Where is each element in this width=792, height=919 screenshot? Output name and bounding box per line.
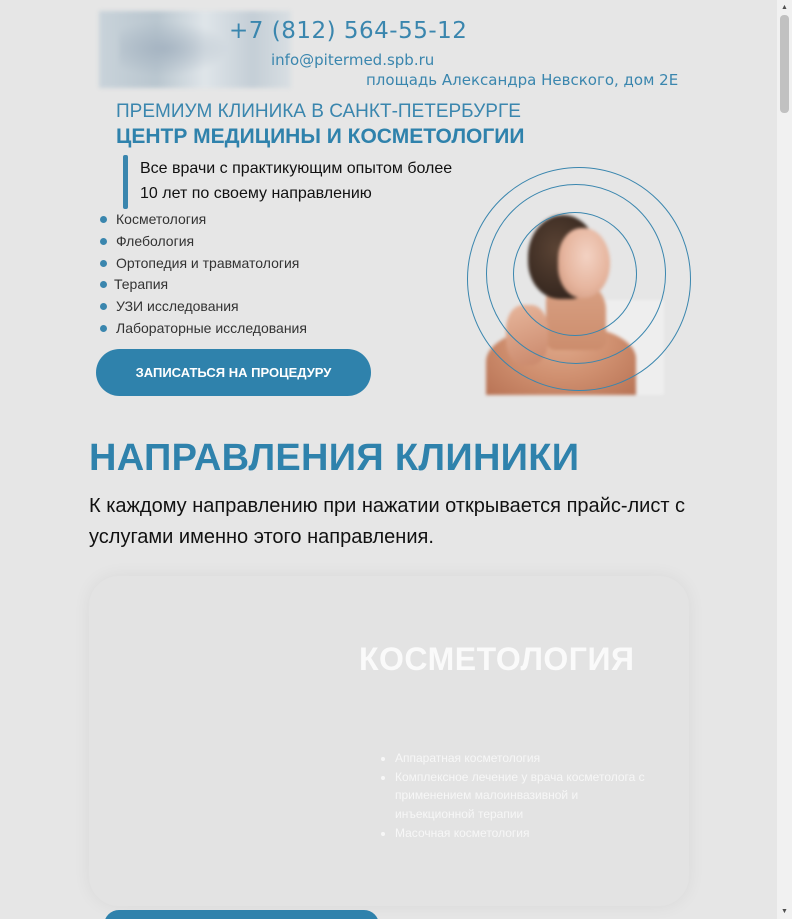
direction-card-item: • Комплексное лечение у врача косметолога с применением малоинвазивной и инъекционной терапии — [395, 768, 645, 824]
direction-card-cosmetology[interactable] — [89, 576, 689, 906]
arrow-up-icon[interactable]: ▲ — [781, 4, 788, 11]
services-list — [100, 208, 307, 339]
service-label: Терапия — [114, 276, 169, 293]
service-item — [100, 252, 307, 274]
service-label: Ортопедия и травматология — [116, 254, 300, 271]
scrollbar-thumb[interactable] — [780, 15, 789, 113]
hero-title: ЦЕНТР МЕДИЦИНЫ И КОСМЕТОЛОГИИ — [116, 125, 525, 148]
dot-icon — [100, 325, 107, 332]
email-link[interactable]: info@pitermed.spb.ru — [271, 51, 435, 69]
dot-icon — [100, 281, 107, 288]
dot-icon — [100, 260, 107, 267]
direction-card-item: • Масочная косметология — [395, 824, 645, 843]
quote-accent-bar — [123, 155, 128, 209]
service-item — [100, 317, 307, 339]
directions-description: К каждому направлению при нажатии открывается прайс-лист с услугами именно этого направления. — [89, 495, 686, 548]
hero-subtitle: ПРЕМИУМ КЛИНИКА В САНКТ-ПЕТЕРБУРГЕ — [116, 101, 521, 122]
service-item — [100, 208, 307, 230]
dot-icon — [100, 216, 107, 223]
address-text: площадь Александра Невского, дом 2Е — [366, 71, 679, 89]
service-item — [100, 230, 307, 252]
direction-card-item: • Аппаратная косметология — [395, 749, 645, 768]
directions-title: НАПРАВЛЕНИЯ КЛИНИКИ — [89, 437, 580, 479]
vertical-scrollbar[interactable] — [777, 0, 792, 919]
hero-image — [460, 160, 700, 420]
arrow-down-icon[interactable]: ▼ — [781, 908, 788, 915]
decor-ring-inner — [513, 212, 637, 336]
phone-link[interactable]: +7 (812) 564-55-12 — [229, 18, 468, 44]
hero-quote: Все врачи с практикующим опытом более 10 лет по своему направлению — [140, 160, 453, 202]
service-label: Флебология — [116, 232, 195, 249]
direction-card-title[interactable]: КОСМЕТОЛОГИЯ — [359, 641, 635, 677]
service-label: УЗИ исследования — [116, 298, 239, 315]
dot-icon — [100, 238, 107, 245]
direction-card-button[interactable] — [104, 910, 379, 919]
book-procedure-button[interactable]: ЗАПИСАТЬСЯ НА ПРОЦЕДУРУ — [96, 349, 371, 396]
service-item — [100, 273, 307, 295]
direction-card-list — [395, 749, 645, 843]
dot-icon — [100, 303, 107, 310]
service-label: Лабораторные исследования — [116, 319, 307, 336]
service-item — [100, 295, 307, 317]
service-label: Косметология — [116, 211, 207, 227]
